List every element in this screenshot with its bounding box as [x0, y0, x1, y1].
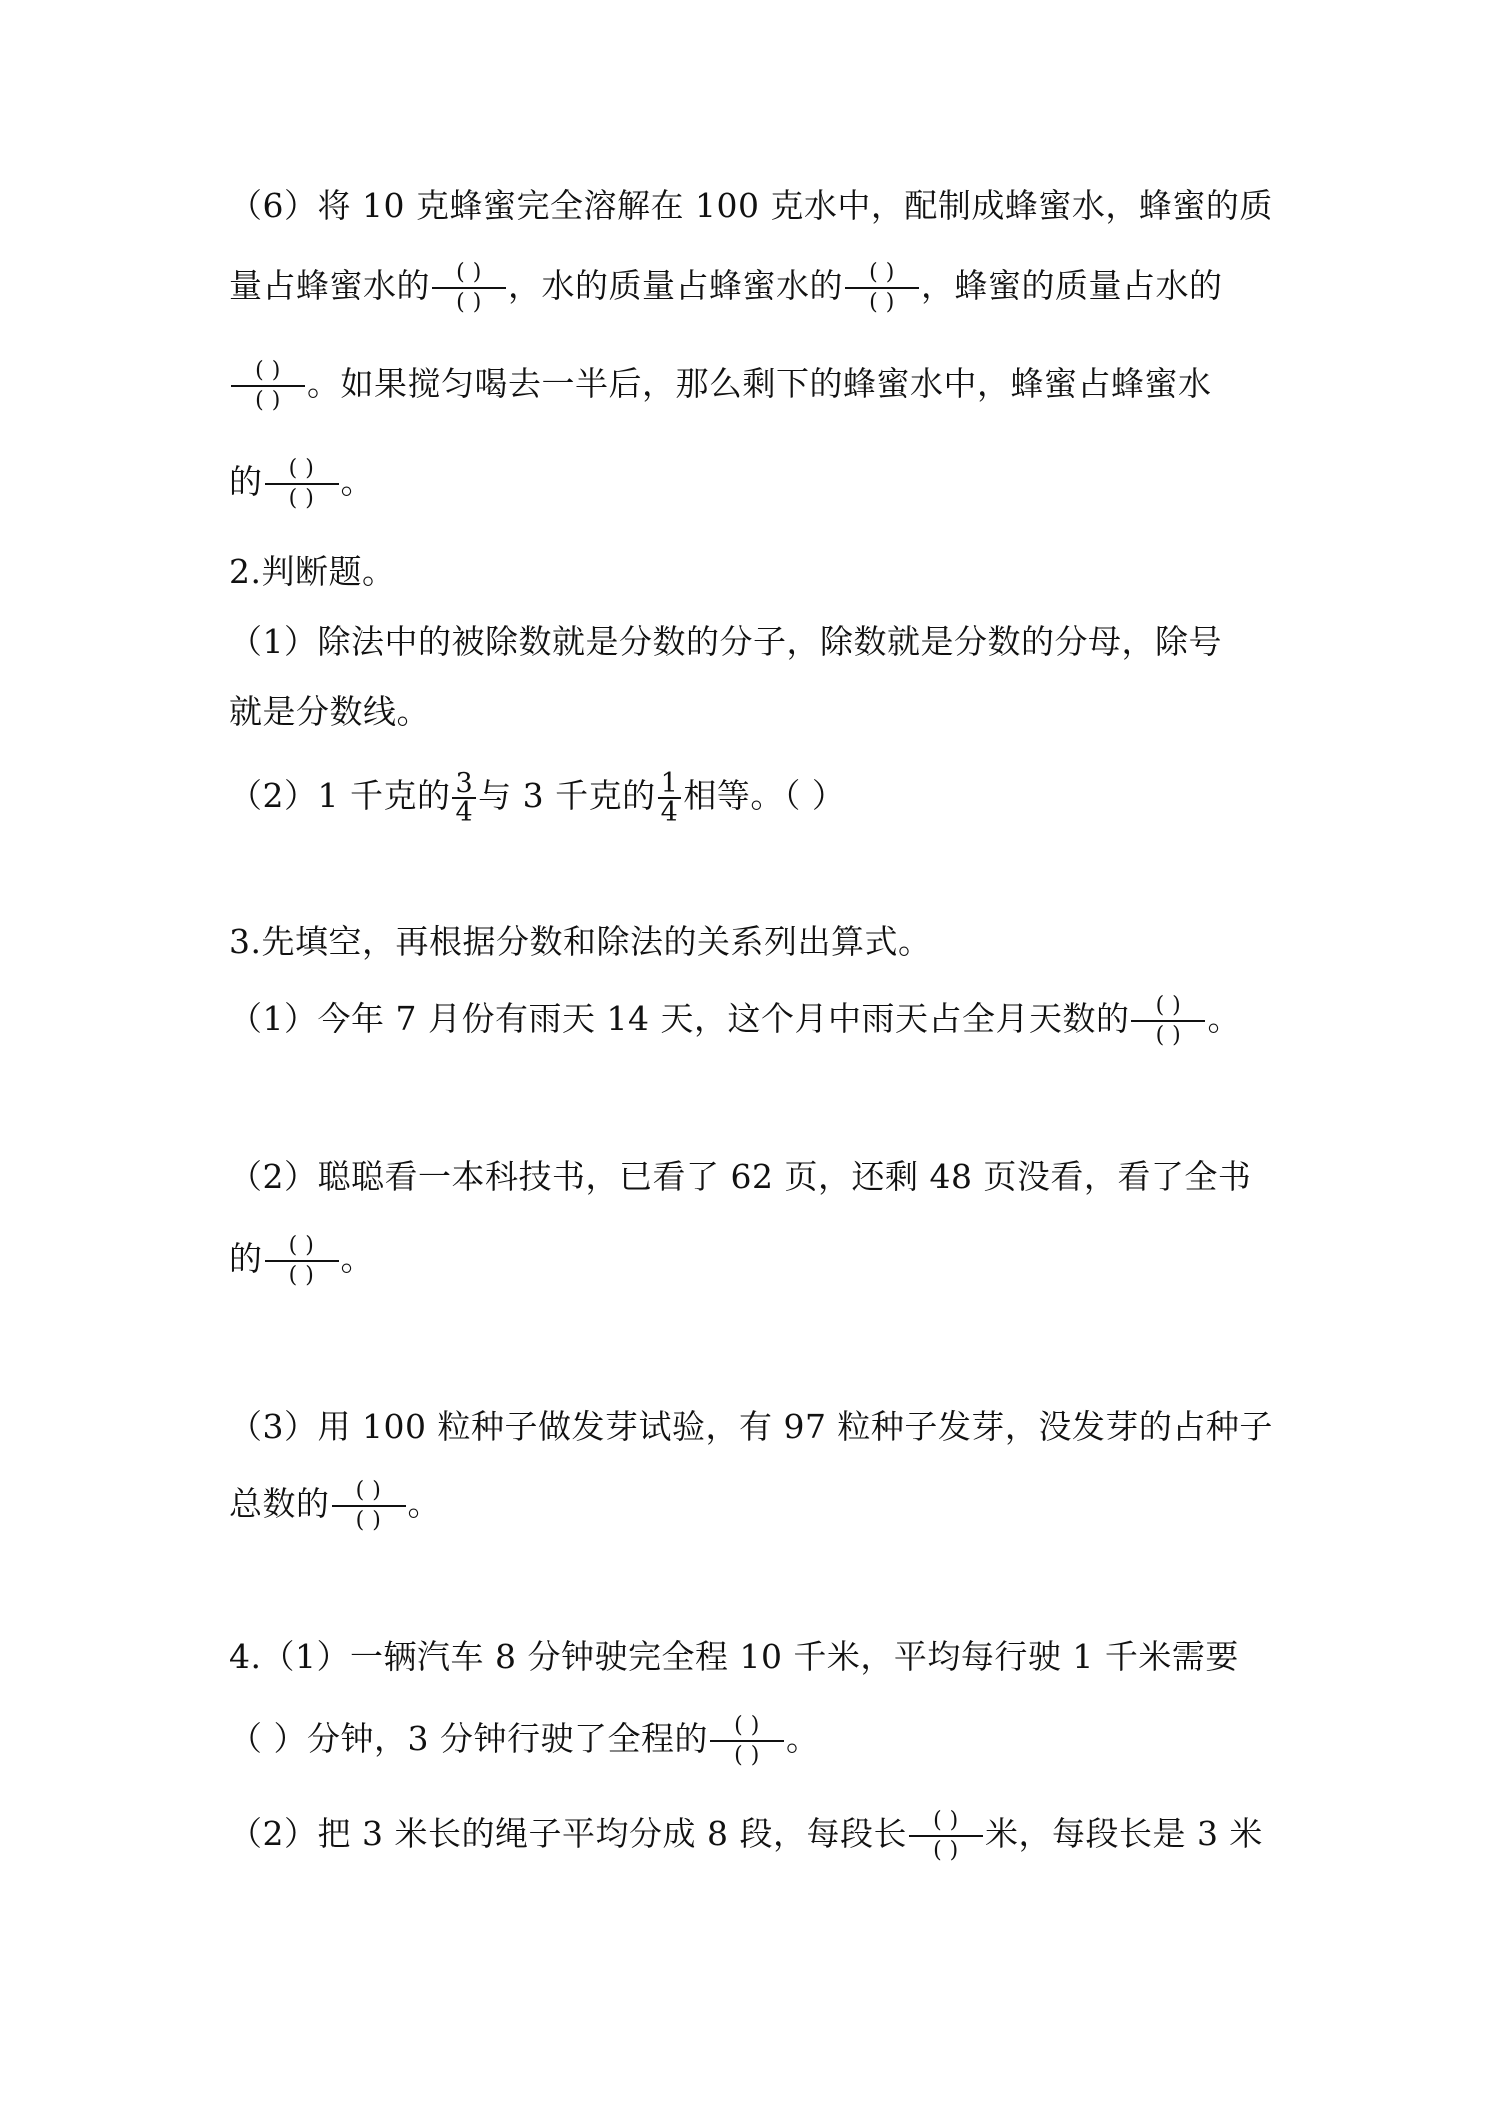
q4-2-text: （2）把 3 米长的绳子平均分成 8 段，每段长: [229, 1814, 907, 1853]
q3-3-text: 。: [407, 1484, 441, 1523]
fraction-1-4: $\frac{1}{4}$: [658, 770, 682, 826]
q1-6-text: 量占蜂蜜水的: [229, 266, 430, 305]
q1-6-line-4: [229, 458, 374, 510]
q4-2-text: 米，每段长是 3 米: [984, 1814, 1263, 1853]
fraction-blank[interactable]: $\frac{( )}{( )}$: [265, 458, 339, 510]
q4-1-text: 。: [785, 1719, 820, 1758]
q4-2-line: [229, 1810, 1263, 1862]
fraction-3-4: $\frac{3}{4}$: [452, 770, 476, 826]
q1-6-text: 。: [340, 462, 374, 501]
q4-1-line-1: 4.（1）一辆汽车 8 分钟驶完全程 10 千米，平均每行驶 1 千米需要: [229, 1637, 1239, 1676]
q2-1-line-1: （1）除法中的被除数就是分数的分子，除数就是分数的分母，除号: [229, 622, 1222, 661]
q4-1-text: （ ）分钟，3 分钟行驶了全程的: [229, 1719, 708, 1758]
fraction-blank[interactable]: $\frac{( )}{( )}$: [845, 262, 919, 314]
q3-2-text: 。: [340, 1239, 374, 1278]
q2-2-text: 与 3 千克的: [478, 776, 656, 815]
q3-1-text: 。: [1207, 999, 1241, 1038]
q3-title: 3.先填空，再根据分数和除法的关系列出算式。: [229, 922, 932, 961]
fraction-blank[interactable]: $\frac{( )}{( )}$: [1131, 995, 1205, 1047]
q1-6-line-2: [229, 262, 1223, 314]
q3-2-line-1: （2）聪聪看一本科技书，已看了 62 页，还剩 48 页没看，看了全书: [229, 1157, 1252, 1196]
q3-1-text: （1）今年 7 月份有雨天 14 天，这个月中雨天占全月天数的: [229, 999, 1130, 1038]
fraction-blank[interactable]: $\frac{( )}{( )}$: [265, 1235, 339, 1287]
fraction-blank[interactable]: $\frac{( )}{( )}$: [909, 1810, 983, 1862]
q3-2-line-2: [229, 1235, 374, 1287]
q2-2-text: （2）1 千克的: [229, 776, 451, 815]
q1-6-line-1: （6）将 10 克蜂蜜完全溶解在 100 克水中，配制成蜂蜜水，蜂蜜的质: [229, 186, 1273, 225]
q2-2-line: [229, 770, 845, 826]
q2-2-answer-blank[interactable]: 相等。（ ）: [683, 776, 846, 815]
q4-1-line-2: [229, 1715, 819, 1767]
fraction-blank[interactable]: $\frac{( )}{( )}$: [710, 1715, 784, 1767]
q3-3-line-2: [229, 1480, 441, 1532]
q2-title: 2.判断题。: [229, 552, 396, 591]
fraction-blank[interactable]: $\frac{( )}{( )}$: [231, 360, 305, 412]
q3-3-text: 总数的: [229, 1484, 330, 1523]
q3-2-text: 的: [229, 1239, 263, 1278]
q1-6-text: 的: [229, 462, 263, 501]
q1-6-text: ，蜂蜜的质量占水的: [921, 266, 1223, 305]
q1-6-text: 。如果搅匀喝去一半后，那么剩下的蜂蜜水中，蜂蜜占蜂蜜水: [307, 364, 1212, 403]
q3-3-line-1: （3）用 100 粒种子做发芽试验，有 97 粒种子发芽，没发芽的占种子: [229, 1407, 1273, 1446]
fraction-blank[interactable]: $\frac{( )}{( )}$: [432, 262, 506, 314]
q1-6-text: ，水的质量占蜂蜜水的: [508, 266, 843, 305]
fraction-blank[interactable]: $\frac{( )}{( )}$: [332, 1480, 406, 1532]
q3-1-line: [229, 995, 1241, 1047]
q1-6-line-3: [229, 360, 1212, 412]
q2-1-line-2: 就是分数线。: [229, 692, 430, 731]
